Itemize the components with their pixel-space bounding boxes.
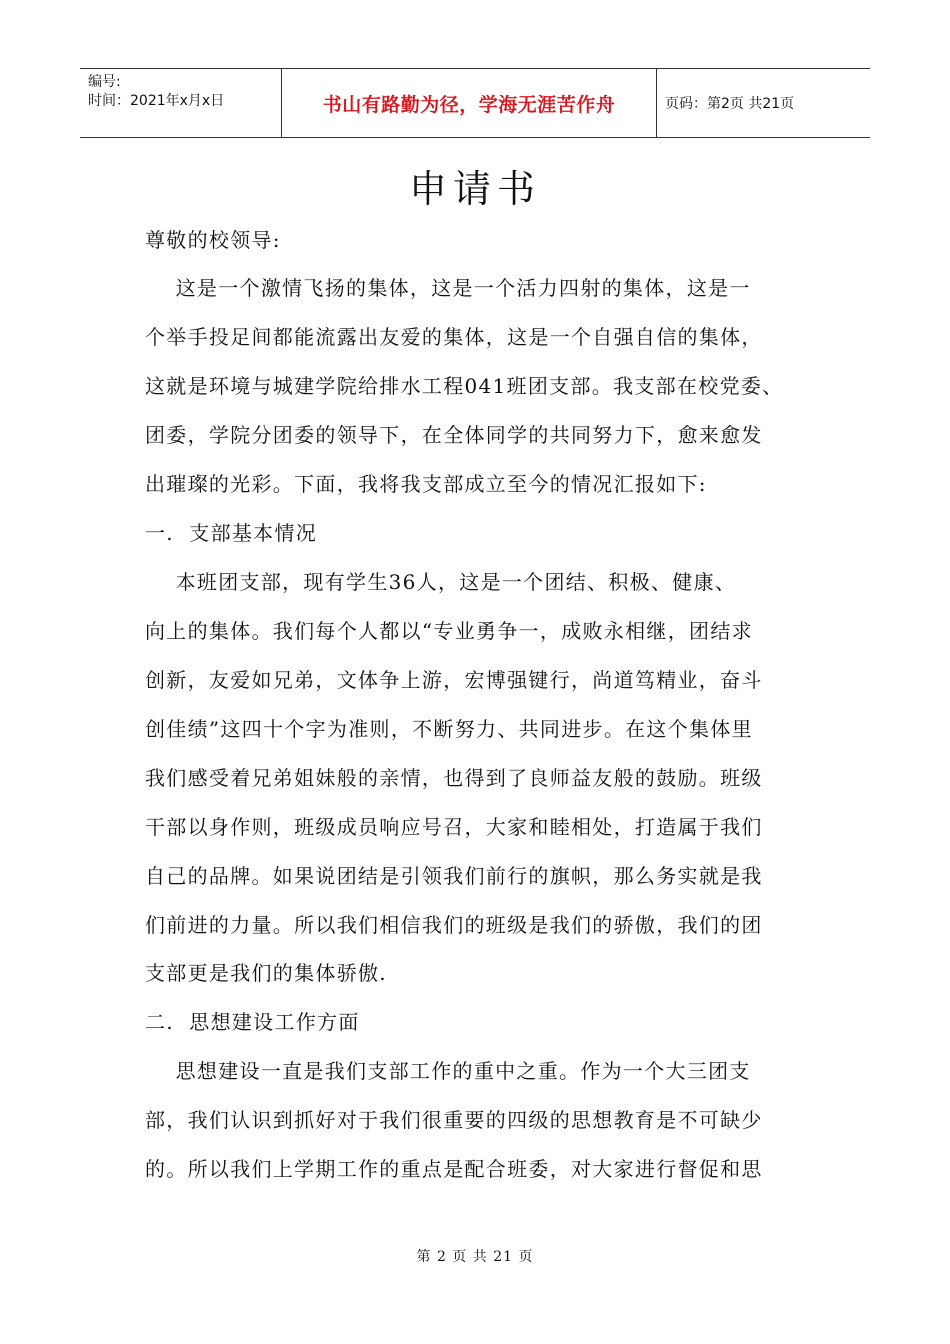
number-label: 编号: xyxy=(88,74,121,90)
header-page-cell xyxy=(657,69,870,137)
paragraph-line: 们前进的力量。所以我们相信我们的班级是我们的骄傲，我们的团 xyxy=(145,913,763,937)
page-footer: 第 2 页 共 21 页 xyxy=(416,1249,534,1265)
paragraph-line: 向上的集体。我们每个人都以“专业勇争一，成败永相继，团结求 xyxy=(145,619,753,643)
time-label: 时间：2021年x月x日 xyxy=(88,93,225,109)
paragraph-line: 的。所以我们上学期工作的重点是配合班委，对大家进行督促和思 xyxy=(145,1157,763,1181)
document-title: 申请书 xyxy=(408,167,541,211)
paragraph-line: 个举手投足间都能流露出友爱的集体，这是一个自强自信的集体， xyxy=(145,325,763,349)
paragraph-line: 创佳绩”这四十个字为准则，不断努力、共同进步。在这个集体里 xyxy=(145,717,753,741)
paragraph-line: 干部以身作则，班级成员响应号召，大家和睦相处，打造属于我们 xyxy=(145,815,763,839)
header-motto-cell xyxy=(282,69,657,137)
header-table xyxy=(80,68,870,138)
paragraph-line: 思想建设一直是我们支部工作的重中之重。作为一个大三团支 xyxy=(145,1059,751,1083)
section-heading: 二. 思想建设工作方面 xyxy=(145,1010,360,1034)
paragraph-line: 这就是环境与城建学院给排水工程041班团支部。我支部在校党委、 xyxy=(145,374,784,398)
paragraph-line: 团委，学院分团委的领导下，在全体同学的共同努力下，愈来愈发 xyxy=(145,423,763,447)
paragraph-line: 部，我们认识到抓好对于我们很重要的四级的思想教育是不可缺少 xyxy=(145,1108,763,1132)
header-meta-cell xyxy=(80,69,282,137)
section-heading: 一. 支部基本情况 xyxy=(145,521,318,545)
paragraph-line: 出璀璨的光彩。下面，我将我支部成立至今的情况汇报如下: xyxy=(145,472,707,496)
paragraph-line: 我们感受着兄弟姐妹般的亲情，也得到了良师益友般的鼓励。班级 xyxy=(145,766,763,790)
motto-text: 书山有路勤为径，学海无涯苦作舟 xyxy=(322,93,616,116)
paragraph-line: 这是一个激情飞扬的集体，这是一个活力四射的集体，这是一 xyxy=(145,276,751,300)
paragraph-line: 支部更是我们的集体骄傲. xyxy=(145,961,387,985)
paragraph-line: 本班团支部，现有学生36人，这是一个团结、积极、健康、 xyxy=(145,570,737,594)
salutation: 尊敬的校领导: xyxy=(145,228,281,252)
page-info: 页码：第2页 共21页 xyxy=(665,96,795,112)
paragraph-line: 创新，友爱如兄弟，文体争上游，宏博强键行，尚道笃精业，奋斗 xyxy=(145,668,763,692)
paragraph-line: 自己的品牌。如果说团结是引领我们前行的旗帜，那么务实就是我 xyxy=(145,864,763,888)
